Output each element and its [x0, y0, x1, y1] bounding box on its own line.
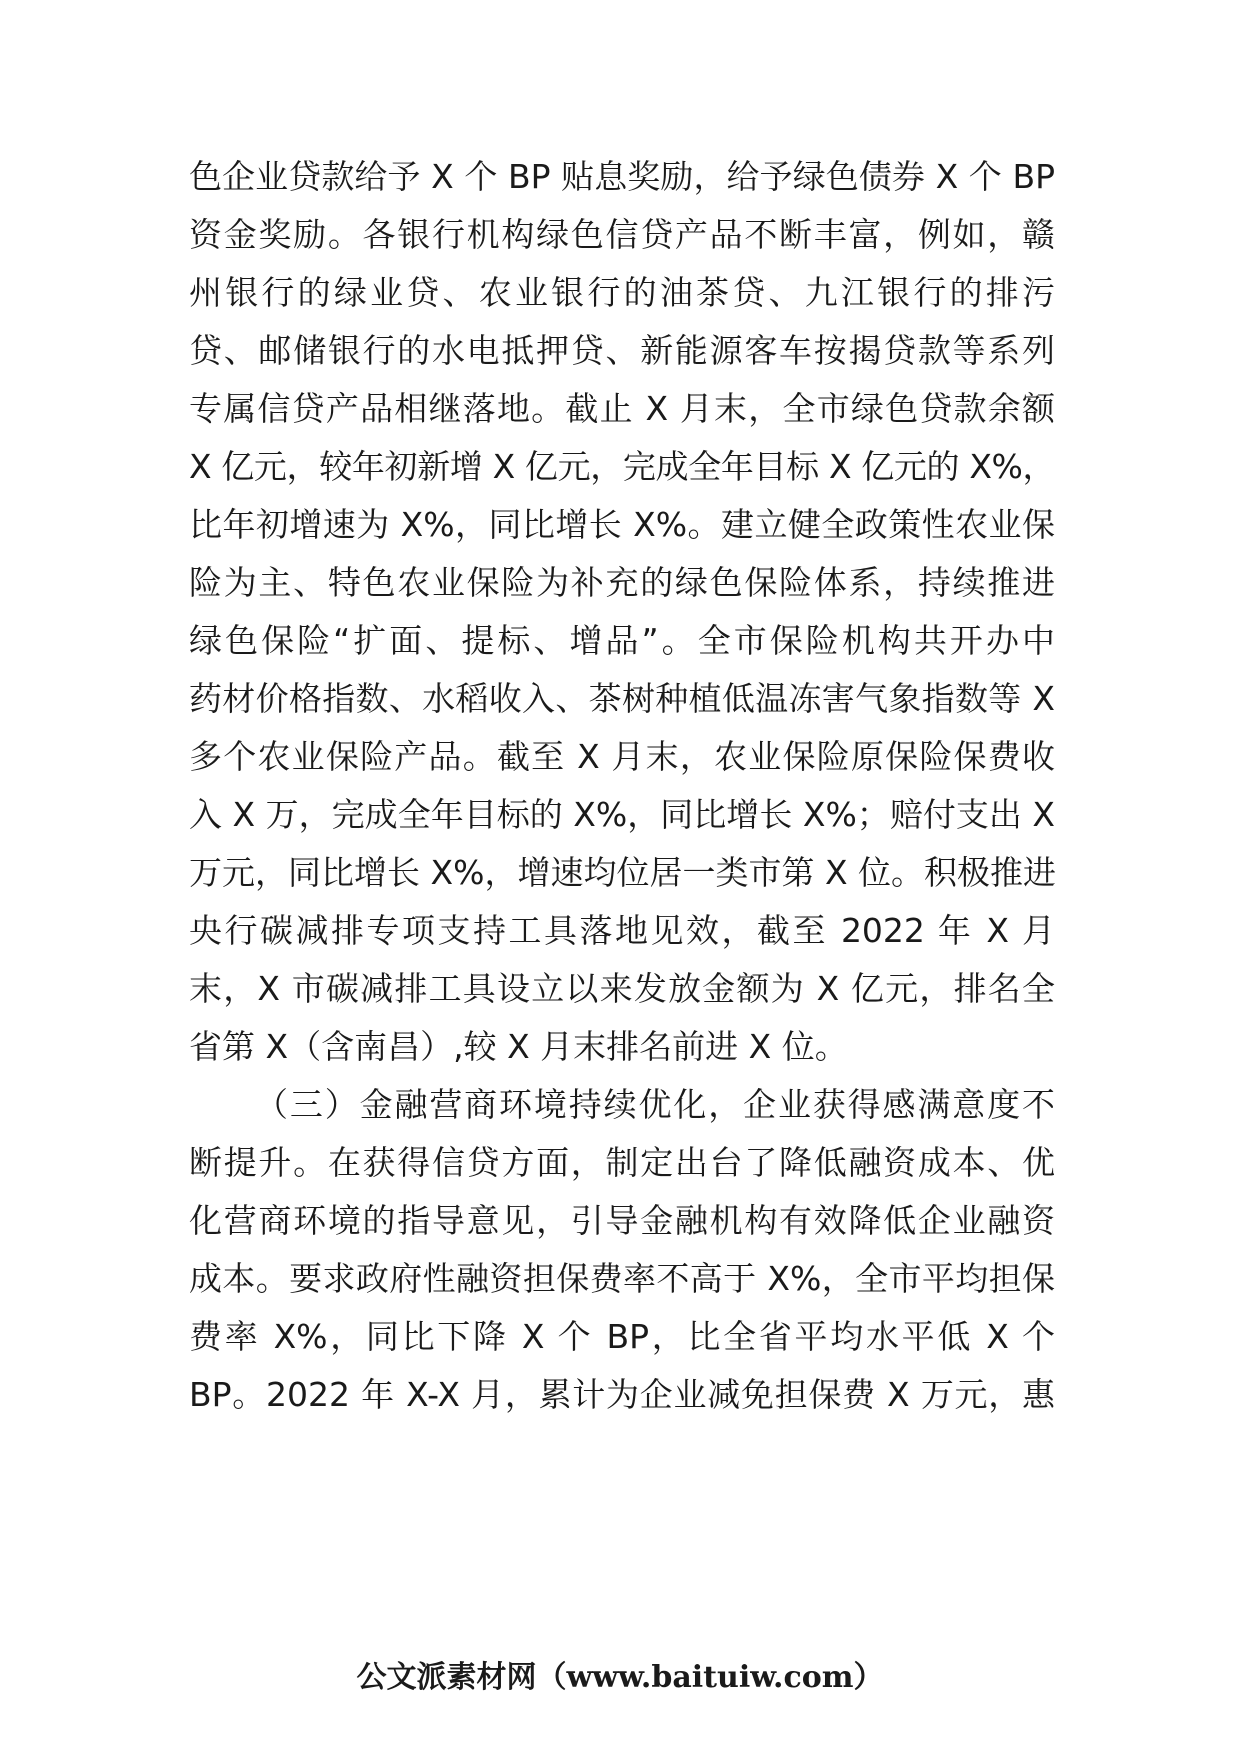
- paragraph-line: 末，X 市碳减排工具设立以来发放金额为 X 亿元，排名全: [189, 969, 1055, 1008]
- paragraph-line: 绿色保险“扩面、提标、增品”。全市保险机构共开办中: [189, 621, 1055, 660]
- paragraph-line: 化营商环境的指导意见，引导金融机构有效降低企业融资: [189, 1201, 1055, 1240]
- section-heading-line: （三）金融营商环境持续优化，企业获得感满意度不: [255, 1085, 1055, 1124]
- paragraph-line: 入 X 万，完成全年目标的 X%，同比增长 X%；赔付支出 X: [189, 795, 1055, 834]
- paragraph-line: 药材价格指数、水稻收入、茶树种植低温冻害气象指数等 X: [189, 679, 1055, 718]
- paragraph-line: 多个农业保险产品。截至 X 月末，农业保险原保险保费收: [189, 737, 1055, 776]
- paragraph-line: 专属信贷产品相继落地。截止 X 月末，全市绿色贷款余额: [189, 389, 1055, 428]
- paragraph-line: 贷、邮储银行的水电抵押贷、新能源客车按揭贷款等系列: [189, 331, 1055, 370]
- paragraph-line: 费率 X%，同比下降 X 个 BP，比全省平均水平低 X 个: [189, 1317, 1055, 1356]
- paragraph-line: 省第 X（含南昌）,较 X 月末排名前进 X 位。: [189, 1027, 848, 1066]
- paragraph-line: 比年初增速为 X%，同比增长 X%。建立健全政策性农业保: [189, 505, 1055, 544]
- paragraph-line: X 亿元，较年初新增 X 亿元，完成全年目标 X 亿元的 X%，: [189, 447, 1055, 486]
- paragraph-line: 断提升。在获得信贷方面，制定出台了降低融资成本、优: [189, 1143, 1055, 1182]
- paragraph-line: 万元，同比增长 X%，增速均位居一类市第 X 位。积极推进: [189, 853, 1057, 892]
- paragraph-line: BP。2022 年 X-X 月，累计为企业减免担保费 X 万元，惠: [189, 1375, 1055, 1414]
- paragraph-line: 资金奖励。各银行机构绿色信贷产品不断丰富，例如，赣: [189, 215, 1055, 254]
- paragraph-line: 成本。要求政府性融资担保费率不高于 X%，全市平均担保: [189, 1259, 1055, 1298]
- paragraph-line: 色企业贷款给予 X 个 BP 贴息奖励，给予绿色债券 X 个 BP: [189, 157, 1055, 196]
- paragraph-line: 央行碳减排专项支持工具落地见效，截至 2022 年 X 月: [189, 911, 1055, 950]
- paragraph-line: 险为主、特色农业保险为补充的绿色保险体系，持续推进: [189, 563, 1055, 602]
- paragraph-line: 州银行的绿业贷、农业银行的油茶贷、九江银行的排污: [189, 273, 1055, 312]
- footer-watermark: 公文派素材网（www.baituiw.com）: [356, 1660, 884, 1695]
